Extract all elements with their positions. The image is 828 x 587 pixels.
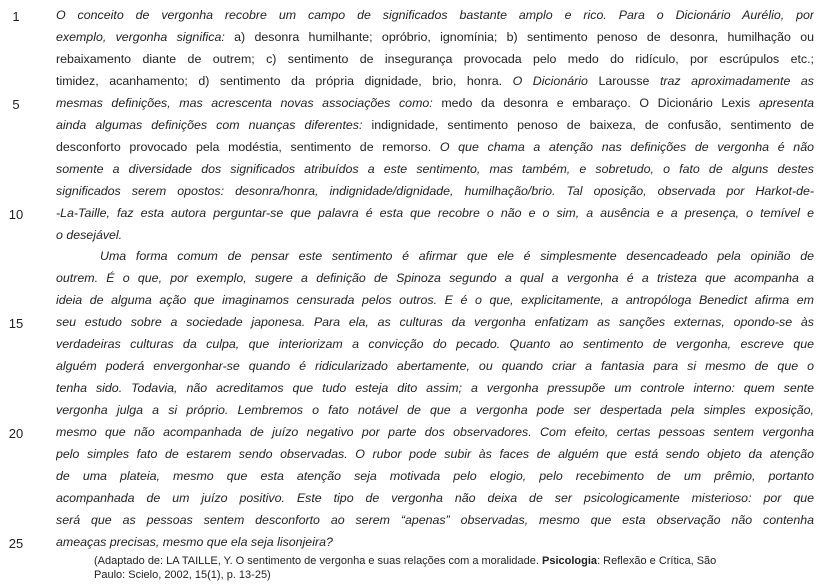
text-segment: somente a diversidade dos significados atribuídos a este sentimento, mas também, e sobretudo, o fato de alguns destes xyxy=(56,161,814,176)
text-line xyxy=(56,509,814,531)
text-line xyxy=(56,114,814,136)
text-line xyxy=(56,70,814,92)
text-segment: apresenta xyxy=(758,95,814,110)
text-segment: verdadeiras culturas da culpa, que interiorizam a convicção do pecado. Quanto ao sentimento de vergonha, escreve que xyxy=(56,337,814,352)
line-number: 20 xyxy=(8,426,24,442)
text-line xyxy=(56,158,814,180)
text-segment: ainda algumas definições com nuanças diferentes: xyxy=(56,117,372,132)
source-segment: (Adaptado de: LA TAILLE, Y. O sentimento de vergonha e suas relações com a moralidade. xyxy=(94,555,543,567)
text-line xyxy=(56,48,814,70)
text-segment: alguém poderá envergonhar-se quando é ridicularizado abertamente, ou quando criar a fantasia para si mesmo de que o xyxy=(56,359,814,374)
text-segment: medo da desonra e embaraço. O Dicionário Lexis xyxy=(441,95,759,110)
text-segment: ideia de alguma ação que imaginamos censurada pelos outros. E é o que, explicitamente, a antropóloga Benedict afirma em xyxy=(56,293,814,308)
line-number: 15 xyxy=(8,316,24,332)
text-line xyxy=(56,421,814,443)
text-line xyxy=(56,180,814,202)
journal-title: Psicologia xyxy=(542,555,598,567)
text-line xyxy=(56,531,814,553)
text-segment: desconforto provocado pela modéstia, sentimento de remorso. xyxy=(56,139,440,154)
text-segment: o desejável. xyxy=(56,227,123,242)
text-segment: traz aproximadamente as xyxy=(659,73,814,88)
text-line xyxy=(56,92,814,114)
line-number: 1 xyxy=(12,9,20,24)
text-segment: acompanhada de um juízo positivo. Este tipo de vergonha não deixa de ser psicologicamente misterioso: por que xyxy=(56,490,814,505)
text-line xyxy=(56,465,814,487)
text-line xyxy=(56,443,814,465)
text-segment: O conceito de vergonha recobre um campo de significados bastante amplo e rico. Para o Dicionário Aurélio, por xyxy=(56,8,814,22)
text-segment: ameaças precisas, mesmo que ela seja lisonjeira? xyxy=(56,534,333,549)
text-line xyxy=(56,355,814,377)
text-segment: de uma plateia, mesmo que esta atenção seja motivada pelo elogio, pelo recebimento de um prêmio, portanto xyxy=(56,468,814,483)
line-number: 10 xyxy=(8,206,24,222)
text-segment: Larousse xyxy=(598,73,660,88)
text-line xyxy=(56,311,814,333)
text-line xyxy=(56,4,814,26)
text-segment: será que as pessoas sentem desconforto ao serem “apenas” observadas, mesmo que esta observação não contenha xyxy=(56,512,814,527)
source-line xyxy=(94,554,824,568)
source-segment: Paulo: Scielo, 2002, 15(1), p. 13-25) xyxy=(94,569,271,581)
text-line xyxy=(56,136,814,158)
text-segment: exemplo, vergonha significa: xyxy=(56,29,235,44)
text-segment: O Dicionário xyxy=(512,73,599,88)
text-line xyxy=(56,224,814,246)
text-segment: rebaixamento diante de outrem; c) sentimento de insegurança provocada pelo medo do ridículo, por escrúpulos etc.; xyxy=(56,51,814,66)
text-segment: vergonha julga a si próprio. Lembremos o fato notável de que a vergonha pode ser despertada pela simples exposição, xyxy=(56,403,814,418)
text-segment: mesmo que não acompanhada de juízo negativo por parte dos observadores. Com efeito, certas pessoas sentem vergonha xyxy=(56,425,814,440)
text-segment: indignidade, sentimento penoso de baixeza, de confusão, sentimento de xyxy=(371,117,814,132)
source-line xyxy=(94,568,824,582)
text-segment: -La-Taille, faz esta autora perguntar-se que palavra é esta que recobre o não e o sim, a ausência e a presença, o temível e xyxy=(56,205,814,220)
text-line xyxy=(56,377,814,399)
text-segment: seu estudo sobre a sociedade japonesa. Para ela, as culturas da vergonha enfatizam as sanções externas, opondo-se às xyxy=(56,315,814,330)
text-segment: significados serem opostos: desonra/honra, indignidade/dignidade, humilhação/brio. Tal oposição, observada por Harkot-de- xyxy=(56,183,814,198)
text-segment: timidez, acanhamento; d) sentimento da própria dignidade, brio, honra. xyxy=(56,73,513,88)
text-segment: outrem. É o que, por exemplo, sugere a definição de Spinoza segundo a qual a vergonha é a tristeza que acompanha a xyxy=(56,271,814,286)
text-line xyxy=(56,202,814,224)
text-segment: mesmas definições, mas acrescenta novas associações como: xyxy=(56,95,442,110)
text-segment: tenha sido. Todavia, não acreditamos que tudo esteja dito assim; a vergonha pressupõe um controle interno: quem sente xyxy=(56,381,814,396)
text-line xyxy=(56,26,814,48)
text-line xyxy=(56,289,814,311)
text-line xyxy=(56,245,814,267)
text-line xyxy=(56,333,814,355)
text-segment: pelo simples fato de estarem sendo observadas. O rubor pode subir às faces de alguém que está sendo objeto da atenção xyxy=(56,447,814,461)
text-segment: O que chama a atenção nas definições de vergonha é não xyxy=(439,139,814,154)
text-segment: a) desonra humilhante; opróbrio, ignomínia; b) sentimento penoso de desonra, humilhação ou xyxy=(234,29,814,44)
text-line xyxy=(56,399,814,421)
line-number: 25 xyxy=(8,535,24,551)
source-segment: : Reflexão e Crítica, São xyxy=(597,555,717,567)
text-line xyxy=(56,487,814,509)
text-segment: Uma forma comum de pensar este sentimento é afirmar que ele é simplesmente desencadeado pela opinião de xyxy=(100,249,814,264)
text-line xyxy=(56,267,814,289)
line-number: 5 xyxy=(12,96,20,112)
